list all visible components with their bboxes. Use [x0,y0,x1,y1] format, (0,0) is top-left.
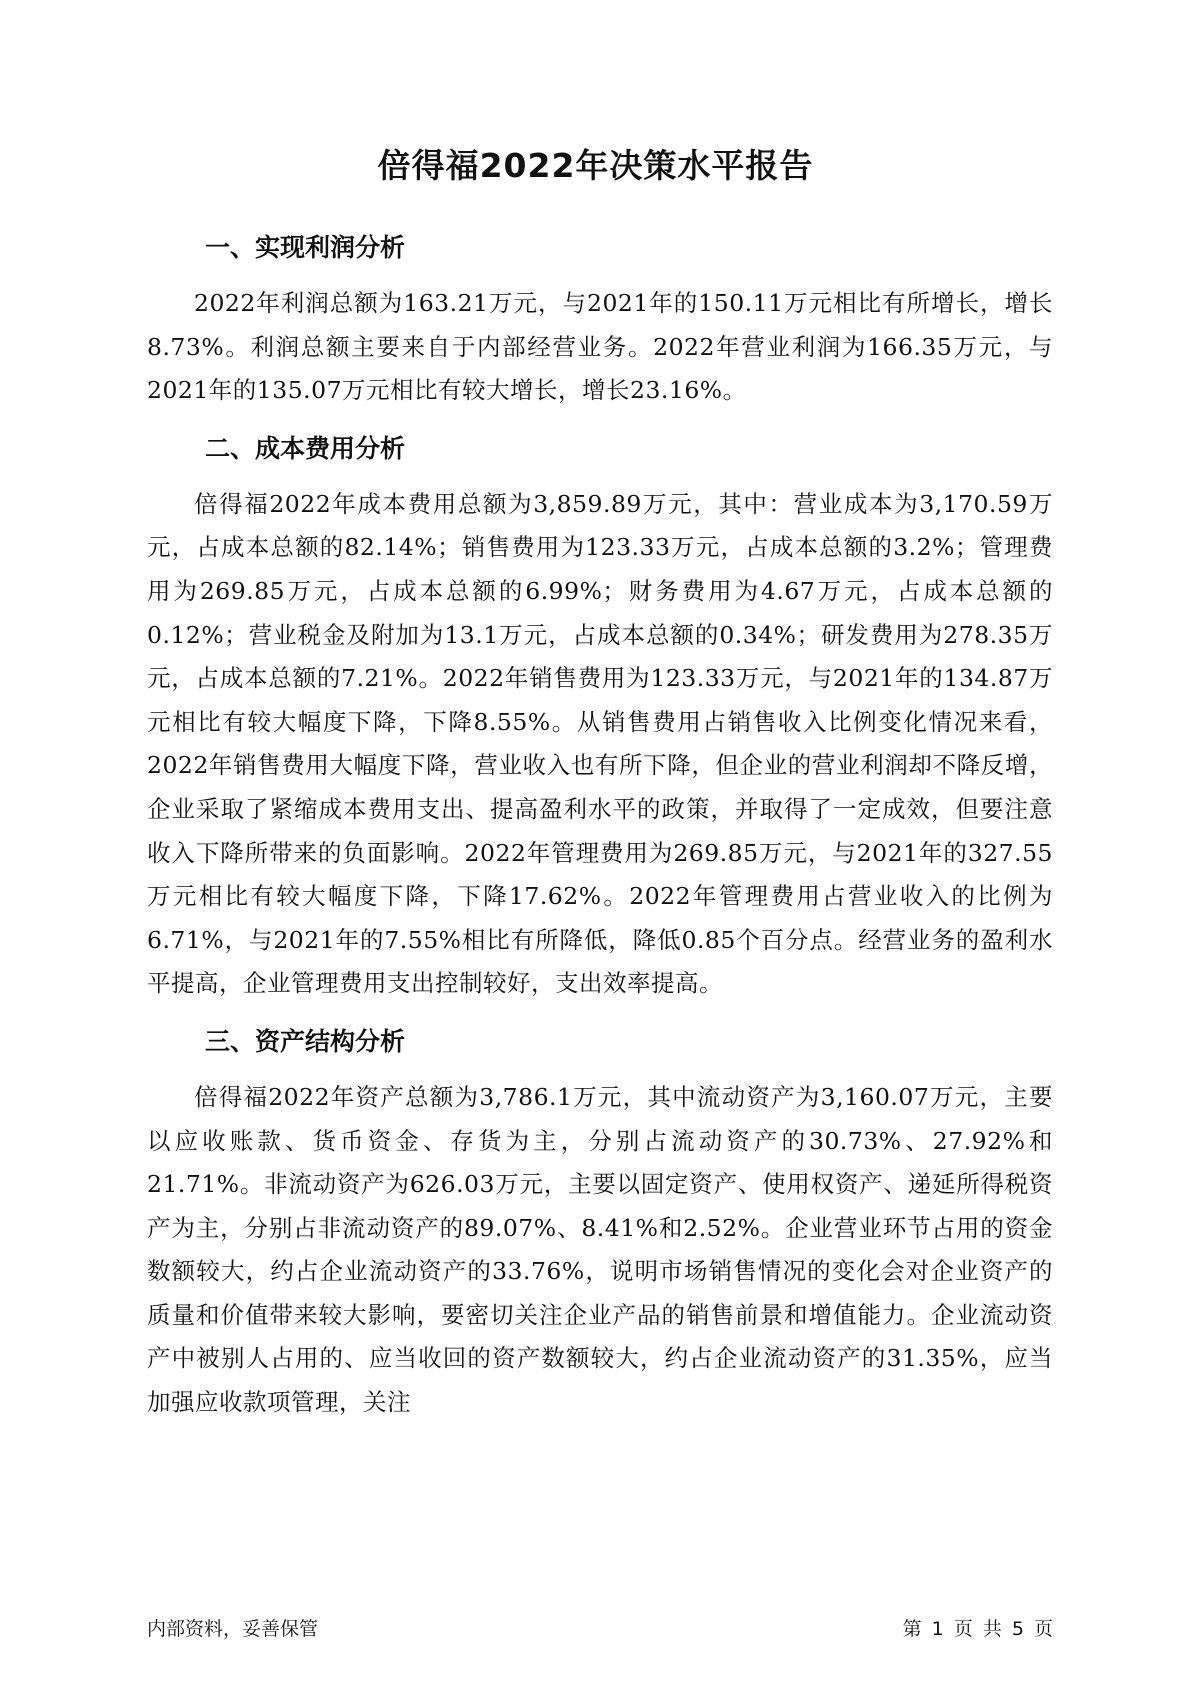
section-paragraph: 倍得福2022年资产总额为3,786.1万元，其中流动资产为3,160.07万元，主要以应收账款、货币资金、存货为主，分别占流动资产的30.73%、27.92%和21.71%。非流动资产为626.03万元，主要以固定资产、使用权资产、递延所得税资产为主，分别占非流动资产的89.07%、8.41%和2.52%。企业营业环节占用的资金数额较大，约占企业流动资产的33.76%，说明市场销售情况的变化会对企业资产的质量和价值带来较大影响，要密切关注企业产品的销售前景和增值能力。企业流动资产中被别人占用的、应当收回的资产数额较大，约占企业流动资产的31.35%，应当加强应收款项管理，关注 [147,1082,1053,1417]
section-cost-analysis [147,423,1053,1006]
section-paragraph: 2022年利润总额为163.21万元，与2021年的150.11万元相比有所增长，增长8.73%。利润总额主要来自于内部经营业务。2022年营业利润为166.35万元，与2021年的135.07万元相比有较大增长，增长23.16%。 [147,289,1053,405]
document-body [147,222,1053,1435]
section-heading: 三、资产结构分析 [205,1026,406,1056]
section-asset-structure [147,1016,1053,1425]
section-profit-analysis [147,222,1053,413]
document-title: 倍得福2022年决策水平报告 [377,146,814,185]
footer-page-number: 第 1 页 共 5 页 [902,1618,1053,1640]
section-paragraph: 倍得福2022年成本费用总额为3,859.89万元，其中：营业成本为3,170.59万元，占成本总额的82.14%；销售费用为123.33万元，占成本总额的3.2%；管理费用为269.85万元，占成本总额的6.99%；财务费用为4.67万元，占成本总额的0.12%；营业税金及附加为13.1万元，占成本总额的0.34%；研发费用为278.35万元，占成本总额的7.21%。2022年销售费用为123.33万元，与2021年的134.87万元相比有较大幅度下降，下降8.55%。从销售费用占销售收入比例变化情况来看，2022年销售费用大幅度下降，营业收入也有所下降，但企业的营业利润却不降反增，企业采取了紧缩成本费用支出、提高盈利水平的政策，并取得了一定成效，但要注意收入下降所带来的负面影响。2022年管理费用为269.85万元，与2021年的327.55万元相比有较大幅度下降，下降17.62%。2022年管理费用占营业收入的比例为6.71%，与2021年的7.55%相比有所降低，降低0.85个百分点。经营业务的盈利水平提高，企业管理费用支出控制较好，支出效率提高。 [147,489,1053,998]
footer-confidential-note: 内部资料，妥善保管 [147,1618,319,1640]
section-heading: 二、成本费用分析 [205,433,406,463]
section-heading: 一、实现利润分析 [205,233,406,262]
